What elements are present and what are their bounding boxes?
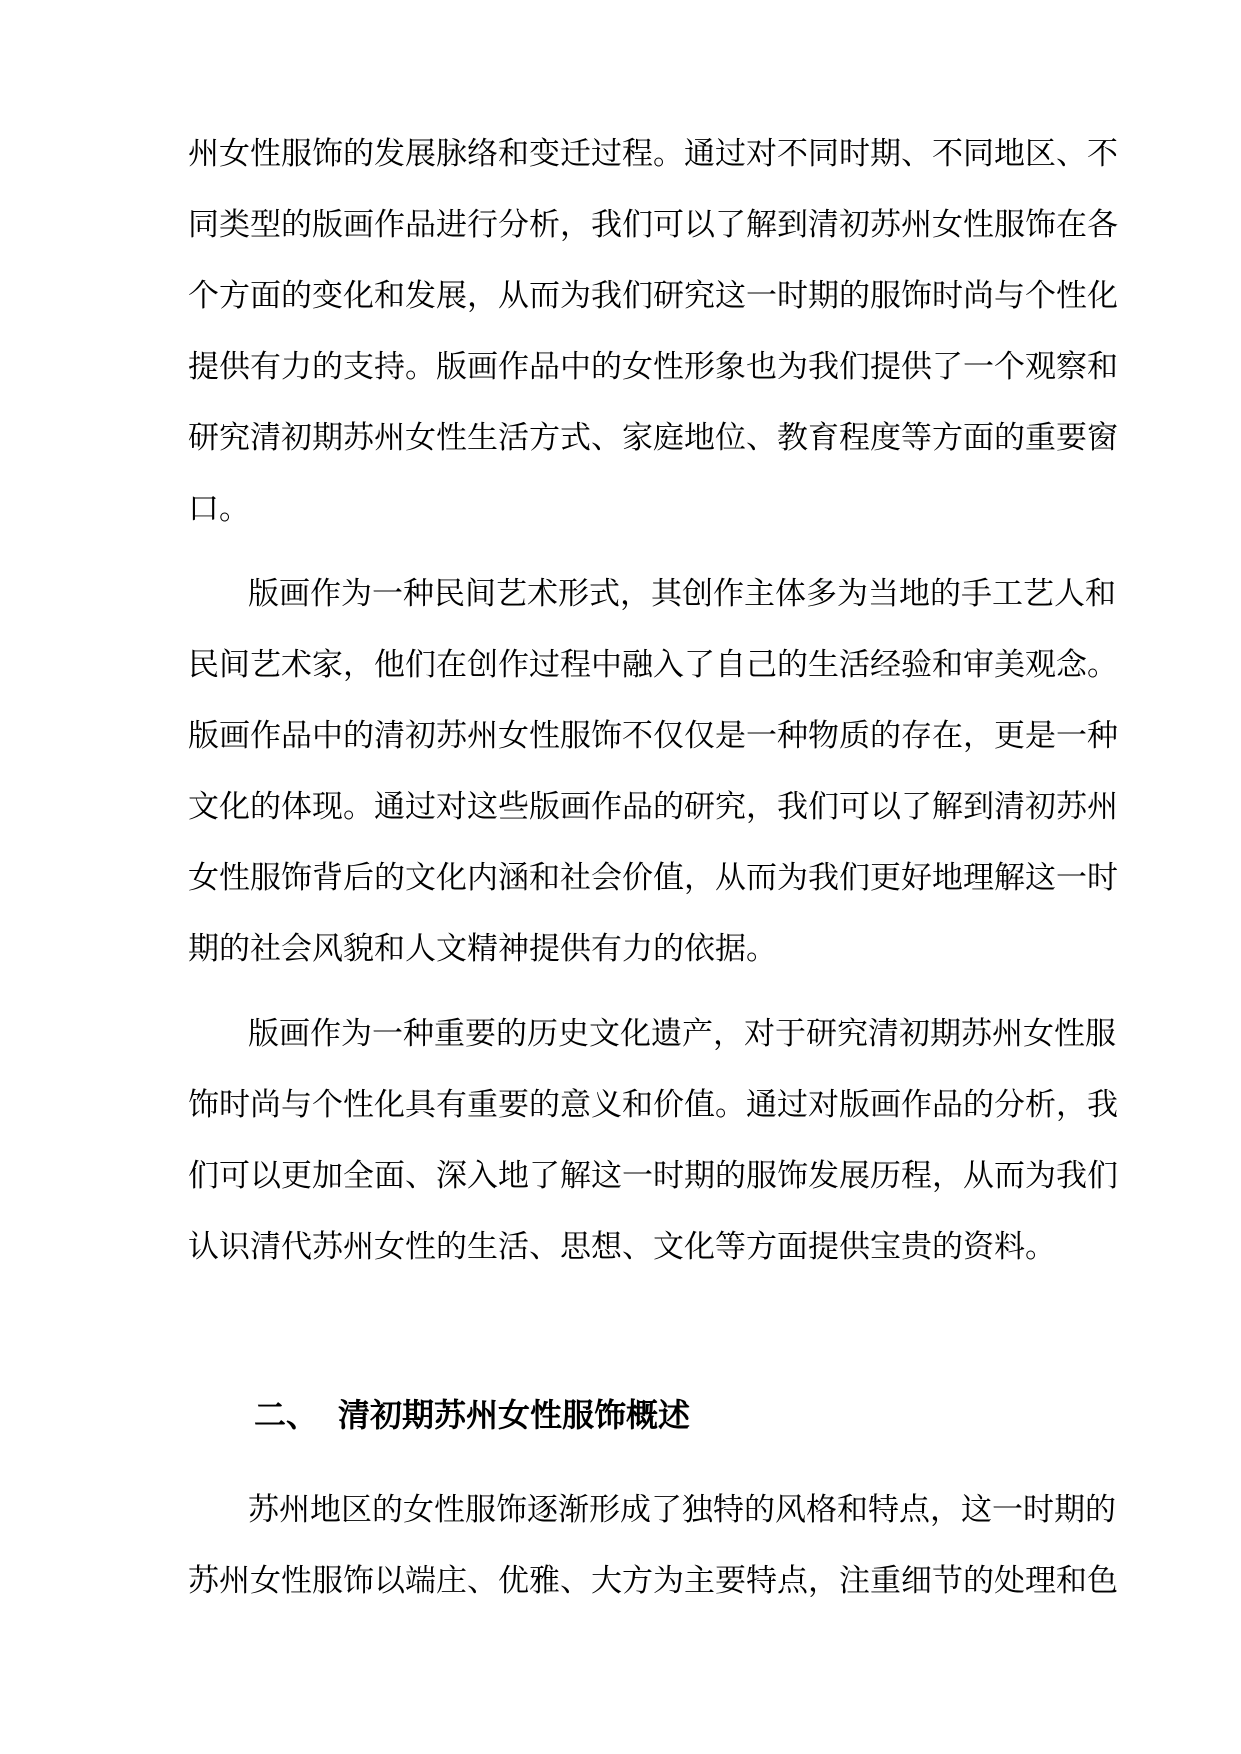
paragraph-2-line-1: 版画作为一种民间艺术形式，其创作主体多为当地的手工艺人和 <box>248 576 1116 612</box>
paragraph-1-line-6: 口。 <box>188 491 250 527</box>
paragraph-2-line-6: 期的社会风貌和人文精神提供有力的依据。 <box>188 931 777 967</box>
paragraph-3-line-4: 认识清代苏州女性的生活、思想、文化等方面提供宝贵的资料。 <box>188 1229 1056 1265</box>
paragraph-3-line-2: 饰时尚与个性化具有重要的意义和价值。通过对版画作品的分析，我 <box>188 1087 1118 1123</box>
section-paragraph-line-2: 苏州女性服饰以端庄、优雅、大方为主要特点，注重细节的处理和色 <box>188 1563 1118 1599</box>
paragraph-1-line-1: 州女性服饰的发展脉络和变迁过程。通过对不同时期、不同地区、不 <box>188 136 1118 172</box>
section-heading-number: 二、 <box>254 1396 319 1434</box>
paragraph-1-line-2: 同类型的版画作品进行分析，我们可以了解到清初苏州女性服饰在各 <box>188 207 1118 243</box>
section-paragraph-line-1: 苏州地区的女性服饰逐渐形成了独特的风格和特点，这一时期的 <box>248 1492 1116 1528</box>
section-heading-title: 清初期苏州女性服饰概述 <box>338 1396 691 1434</box>
paragraph-2-line-3: 版画作品中的清初苏州女性服饰不仅仅是一种物质的存在，更是一种 <box>188 718 1118 754</box>
section-heading <box>254 1394 690 1436</box>
paragraph-1-line-4: 提供有力的支持。版画作品中的女性形象也为我们提供了一个观察和 <box>188 349 1118 385</box>
paragraph-1-line-3: 个方面的变化和发展，从而为我们研究这一时期的服饰时尚与个性化 <box>188 278 1118 314</box>
paragraph-2-line-4: 文化的体现。通过对这些版画作品的研究，我们可以了解到清初苏州 <box>188 789 1118 825</box>
paragraph-2-line-2: 民间艺术家，他们在创作过程中融入了自己的生活经验和审美观念。 <box>188 647 1118 683</box>
paragraph-2-line-5: 女性服饰背后的文化内涵和社会价值，从而为我们更好地理解这一时 <box>188 860 1118 896</box>
paragraph-3-line-3: 们可以更加全面、深入地了解这一时期的服饰发展历程，从而为我们 <box>188 1158 1118 1194</box>
paragraph-1-line-5: 研究清初期苏州女性生活方式、家庭地位、教育程度等方面的重要窗 <box>188 420 1118 456</box>
paragraph-3-line-1: 版画作为一种重要的历史文化遗产，对于研究清初期苏州女性服 <box>248 1016 1116 1052</box>
